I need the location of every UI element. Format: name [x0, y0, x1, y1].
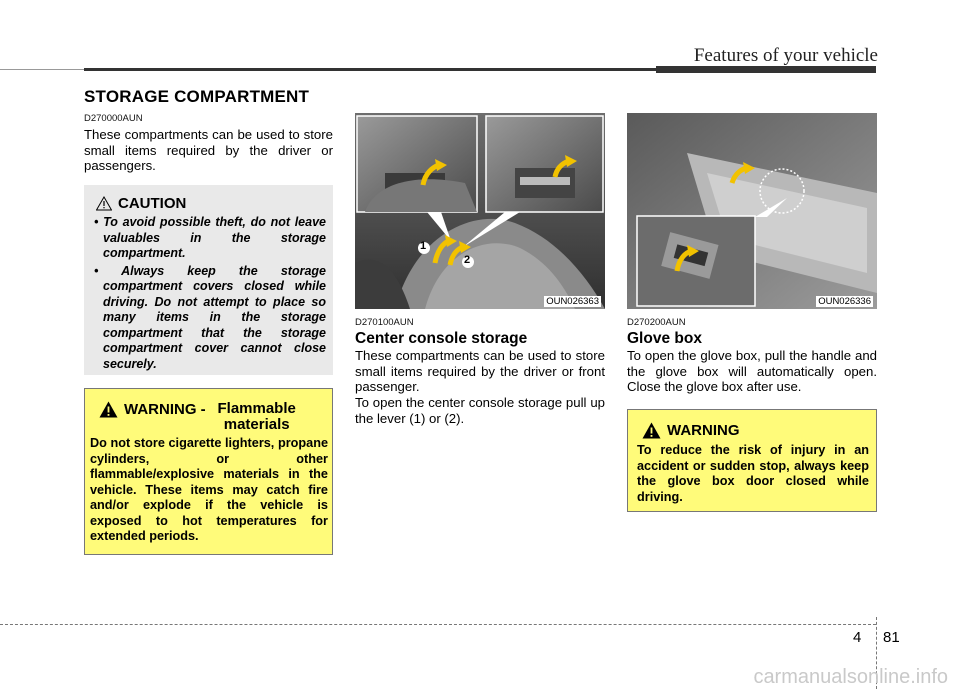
glove-box-photo — [627, 113, 877, 309]
header-rule-left — [0, 69, 84, 70]
center-console-paragraph-1: These compartments can be used to store small items required by the driver or front passenger. — [355, 348, 605, 394]
warning-flammable-body: Do not store cigarette lighters, propane cylinders, or other flammable/explosive materials in the vehicle. These items may catch fire and/or explode if the vehicle is exposed to hot temperatures for extended periods. — [90, 436, 328, 543]
footer-rule — [0, 624, 876, 625]
center-console-illustration — [355, 113, 605, 309]
center-console-heading: Center console storage — [355, 330, 528, 347]
warning-glove-title: WARNING — [667, 422, 740, 439]
caution-box — [84, 185, 333, 375]
glove-box-paragraph: To open the glove box, pull the handle and the glove box will automatically open. Close the glove box after use. — [627, 348, 877, 394]
glove-box-illustration — [627, 113, 877, 309]
page-header-title: Features of your vehicle — [693, 45, 878, 66]
center-console-paragraph-2: To open the center console storage pull up the lever (1) or (2). — [355, 395, 605, 426]
caution-title: CAUTION — [118, 195, 187, 212]
caution-heading — [96, 195, 186, 212]
header-rule-accent — [656, 66, 876, 73]
section-title: STORAGE COMPARTMENT — [84, 87, 310, 106]
callout-1: 1 — [420, 240, 427, 252]
warning-glove-heading — [642, 422, 740, 439]
watermark: carmanualsonline.info — [753, 666, 948, 688]
section-code: D270000AUN — [84, 113, 143, 124]
caution-item: • Always keep the storage compartment covers closed while driving. Do not attempt to place so many items in the storage compartment that the storage compartment cover cannot close securely. — [94, 263, 326, 371]
warning-glove-box — [627, 409, 877, 512]
section-code: D270100AUN — [355, 317, 414, 328]
caution-item: • To avoid possible theft, do not leave valuables in the storage compartment. — [94, 215, 326, 260]
callout-2: 2 — [464, 254, 471, 266]
intro-paragraph: These compartments can be used to store small items required by the driver or passengers. — [84, 127, 333, 173]
caution-triangle-icon — [96, 196, 112, 211]
center-console-photo — [355, 113, 605, 309]
glove-box-heading: Glove box — [627, 330, 702, 347]
warning-triangle-icon — [642, 422, 661, 439]
warning-flammable-box — [84, 388, 333, 555]
warning-triangle-icon — [99, 401, 118, 418]
image-label: OUN026363 — [546, 296, 599, 307]
warning-flammable-heading — [99, 401, 302, 433]
image-label: OUN026336 — [818, 296, 871, 307]
caution-list — [90, 215, 326, 374]
section-code: D270200AUN — [627, 317, 686, 328]
warning-glove-body: To reduce the risk of injury in an accident or sudden stop, always keep the glove box door closed while driving. — [637, 443, 869, 504]
chapter-number: 4 — [853, 629, 862, 646]
warning-flammable-title: WARNING - — [124, 401, 206, 418]
page-number: 81 — [883, 629, 900, 646]
warning-flammable-subtitle: Flammable materials — [217, 400, 296, 433]
